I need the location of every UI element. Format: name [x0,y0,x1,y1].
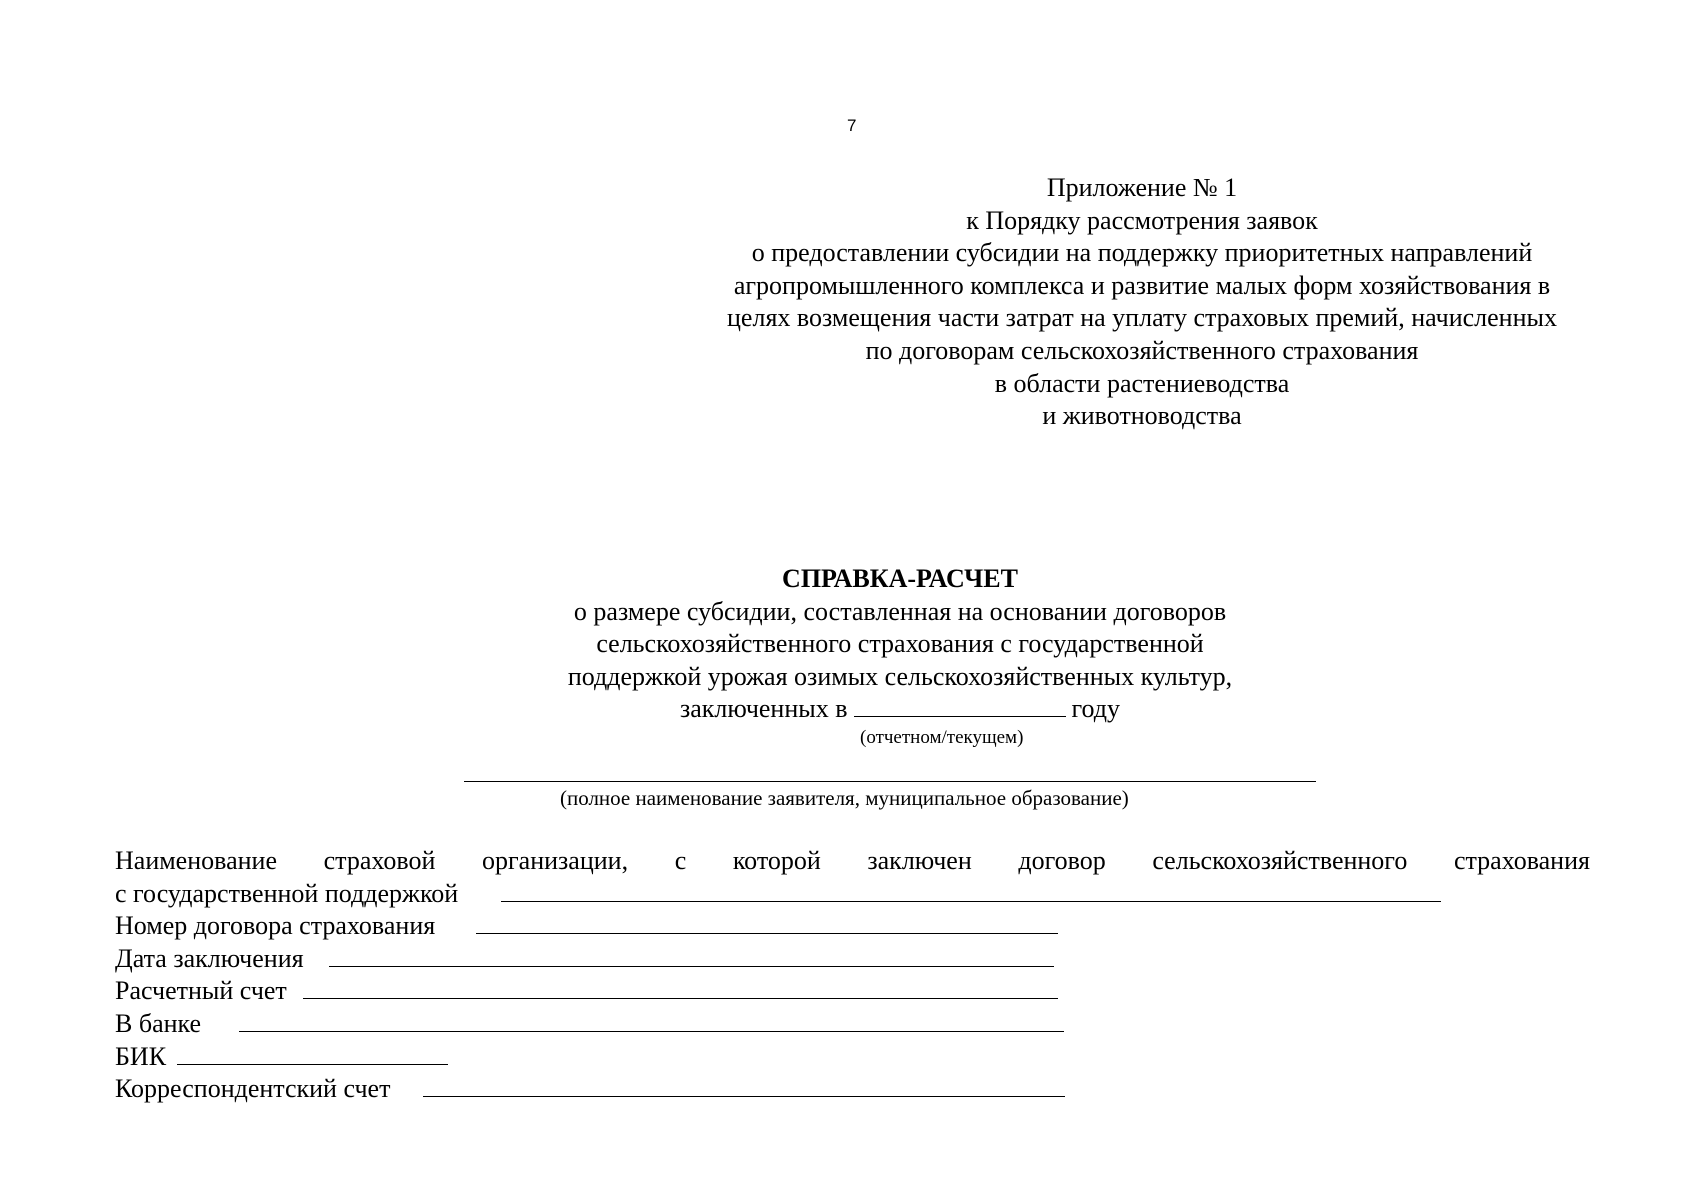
subtitle-line: о размере субсидии, составленная на основании договоров [573,596,1227,626]
contract-number-label: Номер договора страхования [115,911,436,941]
bank-row [115,1008,1590,1041]
bik-label: БИК [115,1041,167,1071]
correspondent-account-label: Корреспондентский счет [115,1074,391,1104]
insurer-word: страхования [1453,846,1590,875]
document-title: СПРАВКА-РАСЧЕТ [782,564,1018,593]
insurer-word: договор [1018,846,1106,875]
year-line-suffix: году [1071,694,1121,724]
correspondent-account-field[interactable] [423,1096,1065,1097]
insurer-label: с государственной поддержкой [115,878,459,908]
correspondent-account-row [115,1073,1590,1106]
conclusion-date-row [115,943,1590,976]
appendix-line: о предоставлении субсидии на поддержку приоритетных направлений [751,238,1533,268]
year-line [400,693,1400,726]
document-title-block [400,563,1400,726]
year-hint: (отчетном/текущем) [860,727,1024,748]
appendix-line: по договорам сельскохозяйственного страхования [865,335,1419,365]
bank-label: В банке [115,1008,202,1038]
subtitle-line: поддержкой урожая озимых сельскохозяйственных культур, [567,661,1233,691]
subtitle-line: сельскохозяйственного страхования с государственной [596,629,1204,659]
insurer-word: которой [732,846,821,875]
contract-number-row [115,910,1590,943]
settlement-account-field[interactable] [303,998,1058,999]
bik-field[interactable] [177,1064,448,1065]
insurer-row [115,878,1590,911]
conclusion-date-label: Дата заключения [115,943,304,973]
appendix-line: Приложение № 1 [1046,173,1238,202]
appendix-line: и животноводства [1042,401,1242,431]
bank-field[interactable] [239,1031,1064,1032]
requisites-form [115,845,1590,1106]
year-field[interactable] [854,696,1066,717]
insurer-word: заключен [867,846,972,875]
insurer-label-line [115,845,1590,878]
appendix-line: агропромышленного комплекса и развитие малых форм хозяйствования в [733,270,1551,300]
appendix-line: в области растениеводства [994,368,1290,398]
year-line-prefix: заключенных в [679,694,848,724]
page-number: 7 [847,116,857,135]
insurer-word: организации, [482,846,629,875]
bik-row [115,1041,1590,1074]
settlement-account-row [115,975,1590,1008]
contract-number-field[interactable] [476,933,1058,934]
insurer-name-field[interactable] [501,901,1441,902]
insurer-word: сельскохозяйственного [1152,846,1408,875]
settlement-account-label: Расчетный счет [115,976,287,1006]
insurer-word: с [674,846,687,875]
applicant-name-field[interactable] [464,781,1316,782]
appendix-header [642,172,1642,433]
insurer-word: Наименование [115,846,277,875]
conclusion-date-field[interactable] [329,966,1054,967]
appendix-line: целях возмещения части затрат на уплату страховых премий, начисленных [727,303,1557,333]
insurer-word: страховой [323,846,436,875]
applicant-hint: (полное наименование заявителя, муниципальное образование) [560,786,1129,810]
appendix-line: к Порядку рассмотрения заявок [966,205,1318,235]
